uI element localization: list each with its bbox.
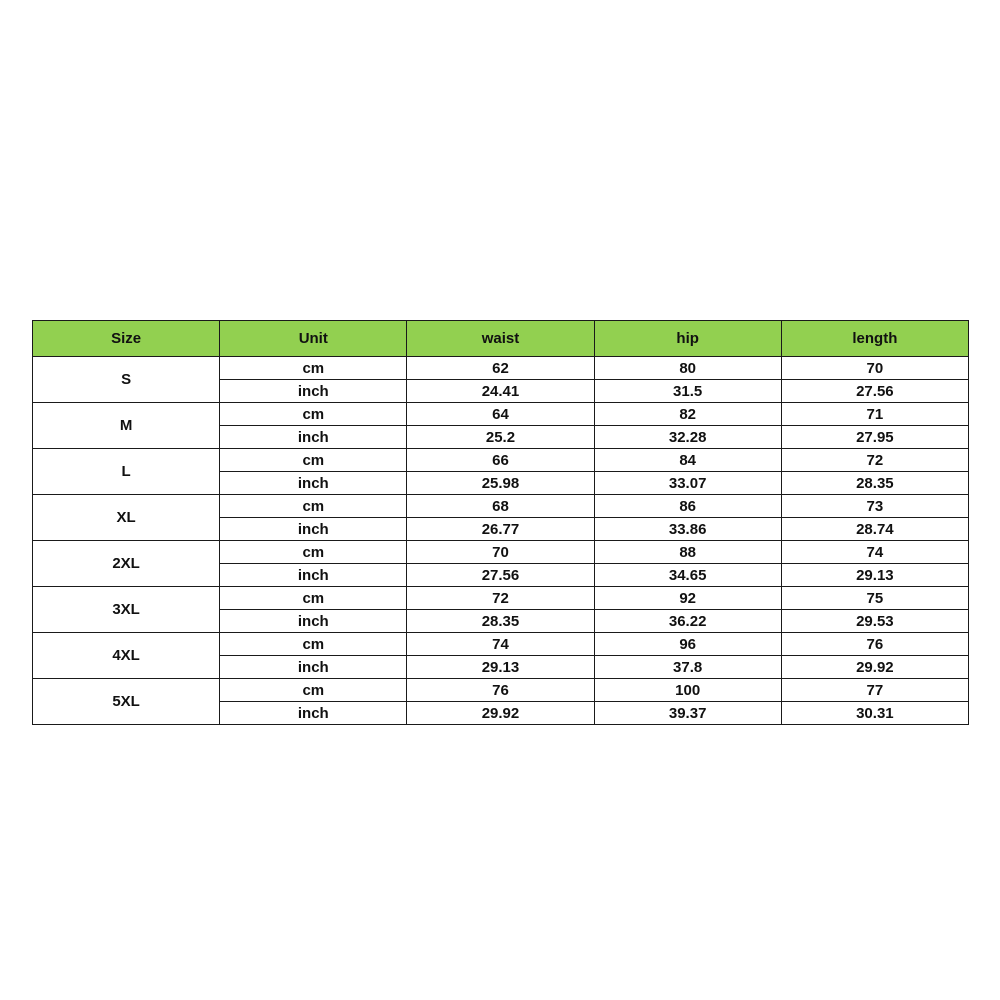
hip-cell: 84	[594, 449, 781, 472]
size-label: S	[33, 357, 220, 403]
length-cell: 70	[781, 357, 968, 380]
waist-cell: 68	[407, 495, 594, 518]
waist-cell: 29.13	[407, 656, 594, 679]
hip-cell: 86	[594, 495, 781, 518]
waist-cell: 25.98	[407, 472, 594, 495]
waist-cell: 74	[407, 633, 594, 656]
length-cell: 74	[781, 541, 968, 564]
length-cell: 73	[781, 495, 968, 518]
table-row	[33, 633, 969, 656]
header-unit: Unit	[220, 321, 407, 357]
hip-cell: 33.86	[594, 518, 781, 541]
unit-cell: inch	[220, 656, 407, 679]
hip-cell: 80	[594, 357, 781, 380]
table-row	[33, 541, 969, 564]
waist-cell: 64	[407, 403, 594, 426]
waist-cell: 29.92	[407, 702, 594, 725]
hip-cell: 92	[594, 587, 781, 610]
hip-cell: 32.28	[594, 426, 781, 449]
hip-cell: 96	[594, 633, 781, 656]
length-cell: 72	[781, 449, 968, 472]
hip-cell: 36.22	[594, 610, 781, 633]
size-label: XL	[33, 495, 220, 541]
unit-cell: cm	[220, 495, 407, 518]
table-row	[33, 403, 969, 426]
header-hip: hip	[594, 321, 781, 357]
hip-cell: 31.5	[594, 380, 781, 403]
size-label: 3XL	[33, 587, 220, 633]
length-cell: 29.92	[781, 656, 968, 679]
unit-cell: cm	[220, 403, 407, 426]
size-chart-table	[32, 320, 969, 725]
length-cell: 71	[781, 403, 968, 426]
waist-cell: 62	[407, 357, 594, 380]
waist-cell: 24.41	[407, 380, 594, 403]
header-size: Size	[33, 321, 220, 357]
size-label: L	[33, 449, 220, 495]
unit-cell: cm	[220, 679, 407, 702]
waist-cell: 25.2	[407, 426, 594, 449]
waist-cell: 72	[407, 587, 594, 610]
header-row	[33, 321, 969, 357]
unit-cell: cm	[220, 633, 407, 656]
waist-cell: 70	[407, 541, 594, 564]
header-length: length	[781, 321, 968, 357]
hip-cell: 100	[594, 679, 781, 702]
unit-cell: cm	[220, 541, 407, 564]
unit-cell: inch	[220, 518, 407, 541]
unit-cell: cm	[220, 449, 407, 472]
table-row	[33, 495, 969, 518]
hip-cell: 34.65	[594, 564, 781, 587]
unit-cell: inch	[220, 380, 407, 403]
size-label: 4XL	[33, 633, 220, 679]
unit-cell: inch	[220, 564, 407, 587]
waist-cell: 76	[407, 679, 594, 702]
length-cell: 29.53	[781, 610, 968, 633]
size-label: 2XL	[33, 541, 220, 587]
unit-cell: inch	[220, 702, 407, 725]
waist-cell: 66	[407, 449, 594, 472]
unit-cell: inch	[220, 472, 407, 495]
table-row	[33, 449, 969, 472]
length-cell: 30.31	[781, 702, 968, 725]
unit-cell: inch	[220, 426, 407, 449]
unit-cell: cm	[220, 587, 407, 610]
hip-cell: 33.07	[594, 472, 781, 495]
waist-cell: 26.77	[407, 518, 594, 541]
length-cell: 28.74	[781, 518, 968, 541]
length-cell: 28.35	[781, 472, 968, 495]
size-label: M	[33, 403, 220, 449]
waist-cell: 27.56	[407, 564, 594, 587]
length-cell: 76	[781, 633, 968, 656]
length-cell: 77	[781, 679, 968, 702]
table-row	[33, 587, 969, 610]
table-header	[33, 321, 969, 357]
unit-cell: cm	[220, 357, 407, 380]
hip-cell: 82	[594, 403, 781, 426]
unit-cell: inch	[220, 610, 407, 633]
table-row	[33, 679, 969, 702]
length-cell: 27.56	[781, 380, 968, 403]
length-cell: 29.13	[781, 564, 968, 587]
length-cell: 75	[781, 587, 968, 610]
hip-cell: 88	[594, 541, 781, 564]
header-waist: waist	[407, 321, 594, 357]
waist-cell: 28.35	[407, 610, 594, 633]
table-body	[33, 357, 969, 725]
length-cell: 27.95	[781, 426, 968, 449]
table-row	[33, 357, 969, 380]
hip-cell: 37.8	[594, 656, 781, 679]
hip-cell: 39.37	[594, 702, 781, 725]
size-label: 5XL	[33, 679, 220, 725]
